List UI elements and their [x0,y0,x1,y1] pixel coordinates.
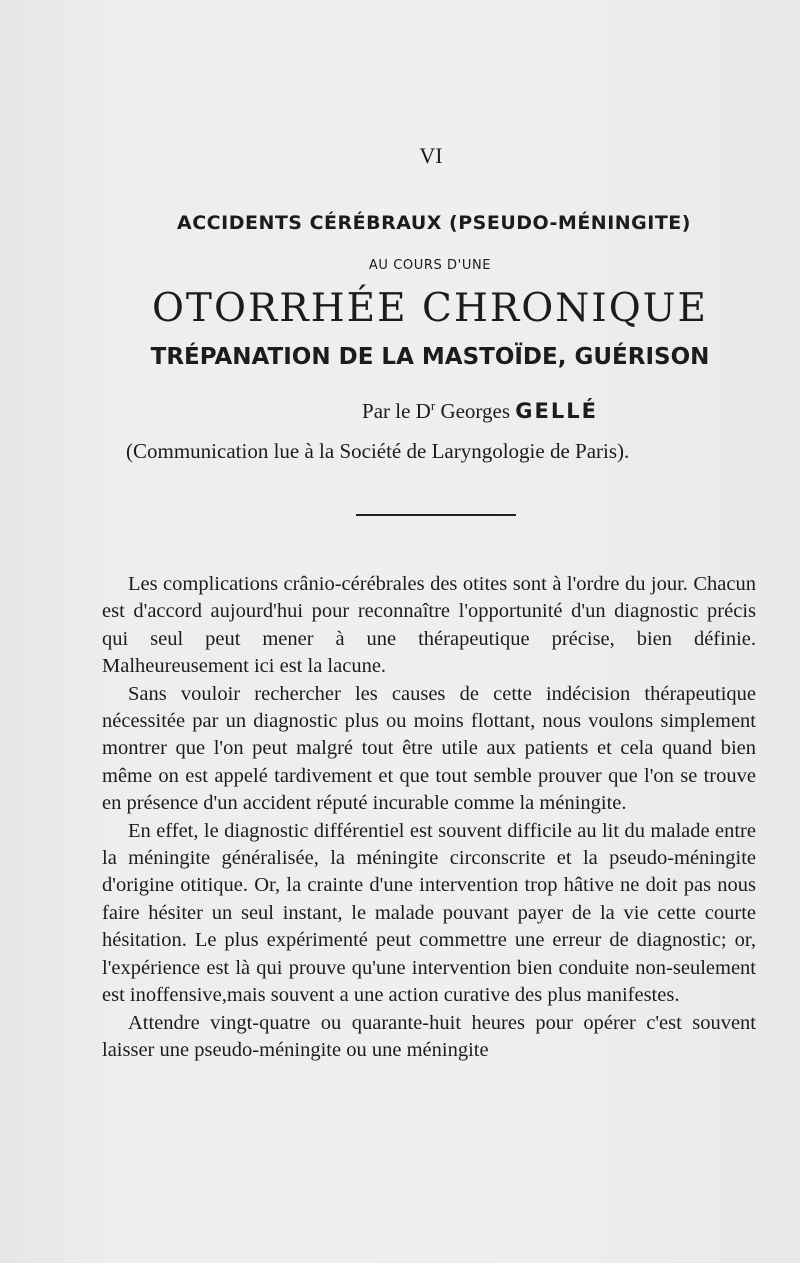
body-text [102,571,756,1064]
separator-rule [356,514,516,516]
paragraph: Les complications crânio-cérébrales des otites sont à l'ordre du jour. Chacun est d'accord aujourd'hui pour reconnaître l'opportunité d'un diagnostic précis qui seul peut mener à une thérapeutique précise, bien définie. Malheureusement ici est la lacune. [102,573,756,678]
article-title-main: OTORRHÉE CHRONIQUE [151,286,709,331]
author-last-name: GELLÉ [515,399,598,423]
author-prefix: Par le D [362,399,431,423]
article-title-line1: ACCIDENTS CÉRÉBRAUX (PSEUDO-MÉNINGITE) [177,212,691,234]
paragraph: En effet, le diagnostic différentiel est souvent difficile au lit du malade entre la méningite généralisée, la méningite circonscrite et la pseudo-méningite d'origine otitique. Or, la crainte d'une intervention trop hâtive ne doit pas nous faire hésiter un seul instant, le malade pouvant payer de la vie cette courte hésitation. Le plus expérimenté peut commettre une erreur de diagnostic; or, l'expérience est là qui prouve qu'une intervention bien conduite non-seulement est inoffensive,mais souvent a une action curative des plus manifestes. [102,819,756,1007]
author-title-superscript: r [430,398,436,413]
paragraph: Attendre vingt-quatre ou quarante-huit heures pour opérer c'est souvent laisser une pseudo-méningite ou une méningite [102,1011,756,1061]
article-title-line2: AU COURS D'UNE [368,258,492,273]
author-line [100,398,800,424]
author-first-name: Georges [435,399,516,423]
paragraph: Sans vouloir rechercher les causes de cette indécision thérapeutique nécessitée par un diagnostic plus ou moins flottant, nous voulons simplement montrer que l'on peut malgré tout être utile aux patients et cela quand bien même on est appelé tardivement et que tout semble prouver que l'on se trouve en présence d'un accident réputé incurable comme la méningite. [102,682,756,815]
communication-note: (Communication lue à la Société de Laryngologie de Paris). [126,439,630,463]
section-number: VI [419,143,443,168]
article-subtitle: TRÉPANATION DE LA MASTOÏDE, GUÉRISON [150,344,710,370]
